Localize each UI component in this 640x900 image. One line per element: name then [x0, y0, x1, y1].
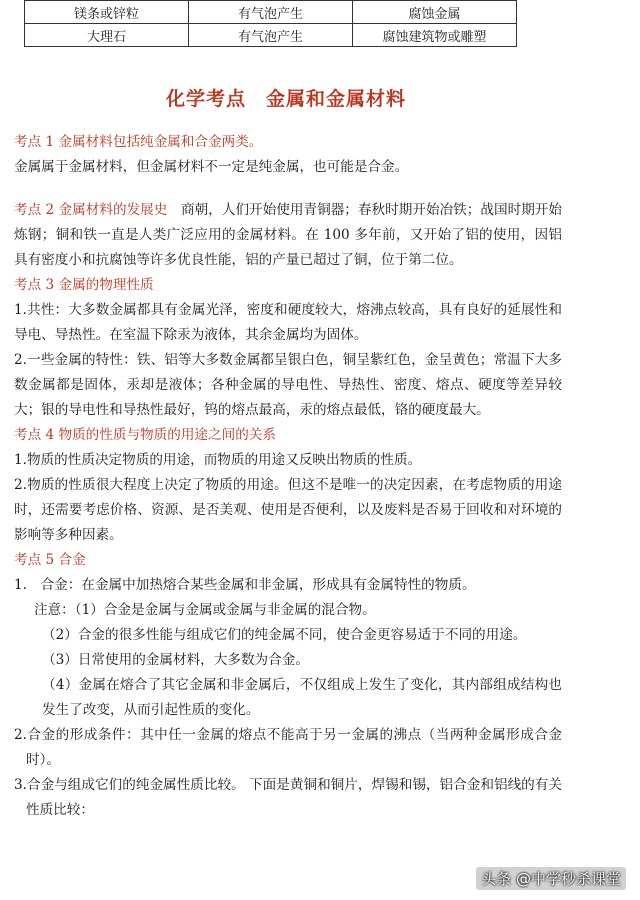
- note: （4）金属在熔合了其它金属和非金属后，不仅组成上发生了变化，其内部组成结构也发生了改变，从而引起性质的变化。: [42, 677, 562, 718]
- note: （3）日常使用的金属材料，大多数为合金。: [42, 652, 309, 668]
- paragraph: 金属属于金属材料，但金属材料不一定是纯金属，也可能是合金。: [14, 159, 409, 175]
- section-title: 考点 5 合金: [14, 552, 86, 568]
- table-row: [25, 24, 517, 47]
- note: （2）合金的很多性能与组成它们的纯金属不同，使合金更容易适于不同的用途。: [42, 627, 527, 643]
- paragraph: 1.物质的性质决定物质的用途，而物质的用途又反映出物质的性质。: [14, 452, 422, 468]
- table-row: [25, 1, 517, 24]
- paragraph: 1. 合金：在金属中加热熔合某些金属和非金属，形成具有金属特性的物质。: [14, 577, 476, 593]
- section-title: 考点 4 物质的性质与物质的用途之间的关系: [14, 427, 276, 443]
- paragraph: 1.共性：大多数金属都具有金属光泽，密度和硬度较大，熔沸点较高，具有良好的延展性和导电、导热性。在室温下除汞为液体，其余金属均为固体。: [14, 302, 562, 343]
- table-cell: 大理石: [25, 24, 189, 47]
- section-3: [14, 273, 562, 423]
- section-title: 考点 3 金属的物理性质: [14, 277, 154, 293]
- document-body: [14, 130, 562, 823]
- paragraph: [14, 198, 562, 273]
- paragraph: 2.合金的形成条件：其中任一金属的熔点不能高于另一金属的沸点（当两种金属形成合金时）。: [14, 727, 562, 768]
- section-title: 考点 1 金属材料包括纯金属和合金两类。: [14, 134, 263, 150]
- paragraph: 2.物质的性质很大程度上决定了物质的用途。但这不是唯一的决定因素，在考虑物质的用途时，还需要考虑价格、资源、是否美观、使用是否便利，以及废料是否易于回收和对环境的影响等多种因素。: [14, 477, 562, 543]
- paragraph: 2.一些金属的特性：铁、铝等大多数金属都呈银白色，铜呈紫红色，金呈黄色；常温下大多数金属都是固体，汞却是液体；各种金属的导电性、导热性、密度、熔点、硬度等差异较大；银的导电性和导热性最好，钨的熔点最高，汞的熔点最低，铬的硬度最大。: [14, 352, 562, 418]
- watermark: 头条 @中学秒杀课堂: [476, 867, 626, 890]
- section-2: [14, 198, 562, 273]
- paragraph: 3.合金与组成它们的纯金属性质比较。 下面是黄铜和铜片，焊锡和锡，铝合金和铝线的有关性质比较：: [14, 777, 562, 818]
- table-cell: 腐蚀建筑物或雕塑: [353, 24, 517, 47]
- table-cell: 有气泡产生: [189, 24, 353, 47]
- paragraph-text: 商朝，人们开始使用青铜器；春秋时期开始冶铁；战国时期开始炼钢；铜和铁一直是人类广泛应用的金属材料。在 100 多年前，又开始了铝的使用，因铝具有密度小和抗腐蚀等许多优良性能，铝的产量已超过了铜，位于第二位。: [14, 202, 563, 268]
- table-cell: 镁条或锌粒: [25, 1, 189, 24]
- table-cell: 腐蚀金属: [353, 1, 517, 24]
- section-1: [14, 130, 562, 180]
- section-title: 考点 2 金属材料的发展史: [14, 202, 168, 218]
- page-title: 化学考点 金属和金属材料: [165, 88, 406, 110]
- note: 注意：（1）合金是金属与金属或金属与非金属的混合物。: [34, 602, 376, 618]
- section-4: [14, 423, 562, 548]
- reaction-table: [24, 0, 517, 47]
- table-cell: 有气泡产生: [189, 1, 353, 24]
- section-5: [14, 548, 562, 823]
